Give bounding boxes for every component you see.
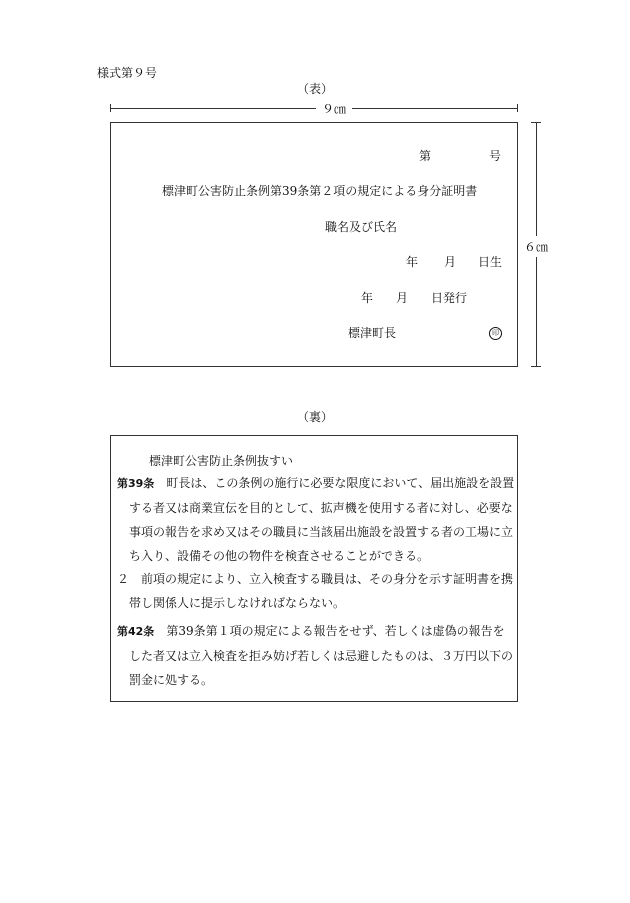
article-39-paragraph — [117, 471, 515, 568]
issue-day: 日発行 — [431, 291, 468, 305]
article-42 — [117, 619, 515, 692]
form-number: 様式第９号 — [97, 66, 158, 80]
paragraph-2-text: 前項の規定により、立入検査する職員は、その身分を示す証明書を携帯し関係人に提示しなければならない。 — [129, 572, 514, 610]
article-42-label: 第42条 — [117, 625, 155, 638]
front-label: （表） — [296, 82, 333, 96]
birth-month: 月 — [444, 255, 457, 269]
height-dimension-tick-top — [531, 122, 541, 123]
excerpt-title: 標津町公害防止条例抜すい — [149, 454, 294, 468]
birth-year: 年 — [406, 255, 419, 269]
issue-year: 年 — [361, 291, 374, 305]
issuer-title: 標津町長 — [348, 326, 397, 340]
name-label: 職名及び氏名 — [325, 220, 398, 234]
back-label: （裏） — [296, 410, 333, 424]
certificate-number-prefix: 第 — [419, 149, 432, 163]
certificate-number-suffix: 号 — [489, 149, 502, 163]
article-42-text: 第39条第１項の規定による報告をせず、若しくは虚偽の報告をした者又は立入検査を拒み妨げ若しくは忌避したものは、３万円以下の罰金に処する。 — [129, 624, 514, 687]
width-dimension-line — [110, 108, 518, 109]
height-dimension-label: ６㎝ — [520, 236, 552, 257]
seal-mark — [489, 324, 502, 340]
width-dimension-tick-right — [517, 104, 518, 112]
id-card-front — [110, 122, 518, 367]
paragraph-2 — [117, 567, 515, 615]
article-39-text: 町長は、この条例の施行に必要な限度において、届出施設を設置する者又は商業宣伝を目的として、拡声機を使用する者に対し、必要な事項の報告を求め又はその職員に当該届出施設を設置する者の工場に立ち入り、設備その他の物件を検査させることができる。 — [129, 476, 515, 563]
paragraph-2-label: ２ — [117, 572, 130, 586]
certificate-title: 標津町公害防止条例第39条第２項の規定による身分証明書 — [162, 184, 478, 198]
seal-icon: 印 — [489, 327, 502, 340]
article-39-paragraph-2 — [117, 567, 515, 615]
birth-day: 日生 — [478, 255, 503, 269]
height-dimension-tick-bottom — [531, 366, 541, 367]
width-dimension-tick-left — [110, 104, 111, 112]
width-dimension-label: ９㎝ — [316, 100, 352, 117]
article-42-paragraph — [117, 619, 515, 692]
article-39 — [117, 471, 515, 568]
article-39-label: 第39条 — [117, 477, 155, 490]
issue-month: 月 — [396, 291, 409, 305]
